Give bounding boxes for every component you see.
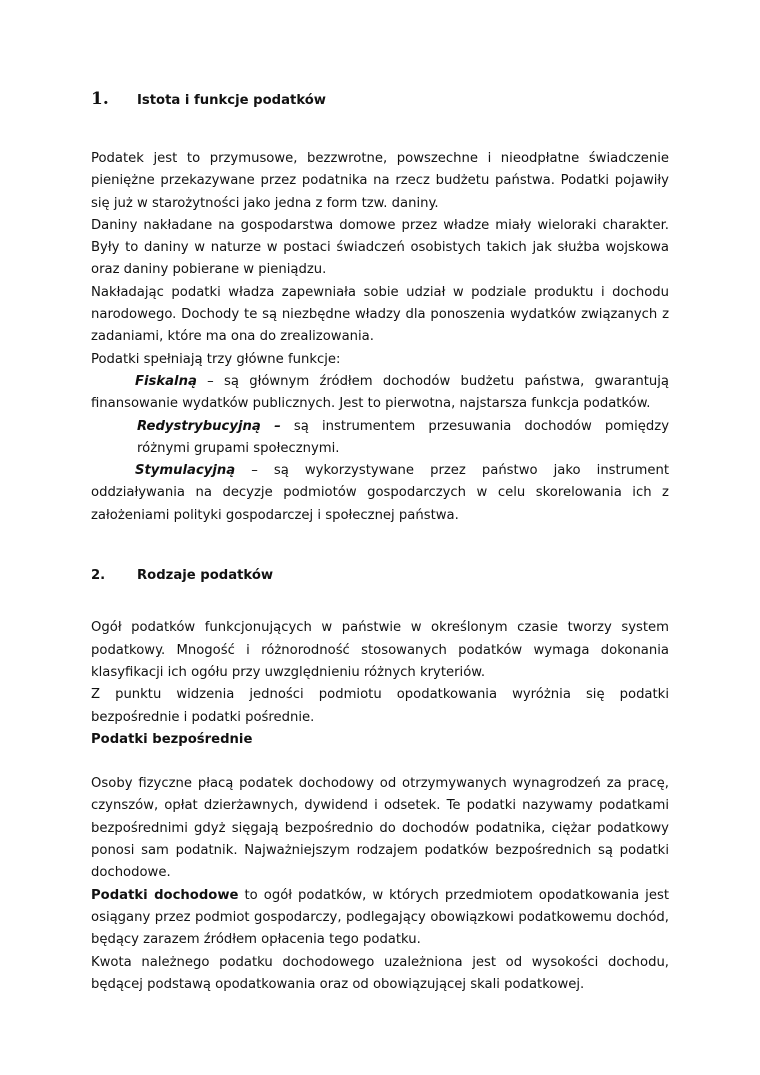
section-1-heading	[91, 88, 669, 118]
section-2-paragraph: Kwota należnego podatku dochodowego uzależniona jest od wysokości dochodu, będącej podstawą opodatkowania oraz od obowiązującej skali podatkowej.	[91, 954, 669, 992]
section-1-paragraph: Nakładając podatki władza zapewniała sobie udział w podziale produktu i dochodu narodowego. Dochody te są niezbędne władzy dla ponoszenia wydatków związanych z zadaniami, które ma ona do zrealizowania.	[91, 284, 669, 345]
function-fiskalna	[91, 371, 669, 416]
section-1-paragraph: Podatek jest to przymusowe, bezzwrotne, powszechne i nieodpłatne świadczenie pieniężne przekazywane przez podatnika na rzecz budżetu państwa. Podatki pojawiły się już w starożytności jako jedna z form tzw. daniny.	[91, 151, 669, 211]
income-tax-text: to ogół podatków, w których przedmiotem opodatkowania jest osiągany przez podmiot gospodarczy, podlegający obowiązkowi podatkowemu dochód, będący zarazem źródłem opłacenia tego podatku.	[91, 887, 669, 948]
function-term: Redystrybucyjną –	[137, 418, 281, 434]
section-2-paragraph: Z punktu widzenia jedności podmiotu opodatkowania wyróżnia się podatki bezpośrednie i podatki pośrednie.	[91, 687, 669, 725]
section-2-number: 2.	[91, 568, 106, 584]
document-body	[91, 88, 669, 996]
section-2-paragraph	[91, 885, 669, 952]
section-1-paragraph: Podatki spełniają trzy główne funkcje:	[91, 351, 341, 367]
section-1-paragraph: Daniny nakładane na gospodarstwa domowe przez władze miały wieloraki charakter. Były to daniny w naturze w postaci świadczeń osobistych takich jak służba wojskowa oraz daniny pobierane w pieniądzu.	[91, 217, 669, 278]
section-2-paragraph: Osoby fizyczne płacą podatek dochodowy od otrzymywanych wynagrodzeń za pracę, czynszów, opłat dzierżawnych, dywidend i odsetek. Te podatki nazywamy podatkami bezpośrednimi gdyż sięgają bezpośrednio do dochodów podatnika, ciężar podatkowy ponosi sam podatnik. Najważniejszym rodzajem podatków bezpośrednich są podatki dochodowe.	[91, 776, 669, 881]
section-2-heading	[91, 565, 669, 587]
function-term: Stymulacyjną	[135, 463, 236, 479]
section-2-title: Rodzaje podatków	[137, 568, 274, 584]
function-text: – są głównym źródłem dochodów budżetu państwa, gwarantują finansowanie wydatków publicznych. Jest to pierwotna, najstarsza funkcja podatków.	[91, 373, 669, 412]
subheading-direct-taxes: Podatki bezpośrednie	[91, 731, 253, 747]
function-term: Fiskalną	[135, 373, 197, 389]
section-1-number: 1.	[91, 89, 109, 109]
income-tax-term: Podatki dochodowe	[91, 887, 239, 903]
function-text: są instrumentem przesuwania dochodów pomiędzy różnymi grupami społecznymi.	[137, 418, 670, 456]
section-1-title: Istota i funkcje podatków	[137, 93, 326, 108]
section-2-paragraph: Ogół podatków funkcjonujących w państwie w określonym czasie tworzy system podatkowy. Mnogość i różnorodność stosowanych podatków wymaga dokonania klasyfikacji ich ogółu przy uwzględnieniu różnych kryteriów.	[91, 620, 669, 680]
function-stymulacyjna	[91, 460, 669, 527]
function-redystrybucyjna	[137, 416, 669, 461]
function-text: – są wykorzystywane przez państwo jako instrument oddziaływania na decyzje podmiotów gospodarczych w celu skorelowania ich z założeniami polityki gospodarczej i społecznej państwa.	[91, 463, 669, 523]
